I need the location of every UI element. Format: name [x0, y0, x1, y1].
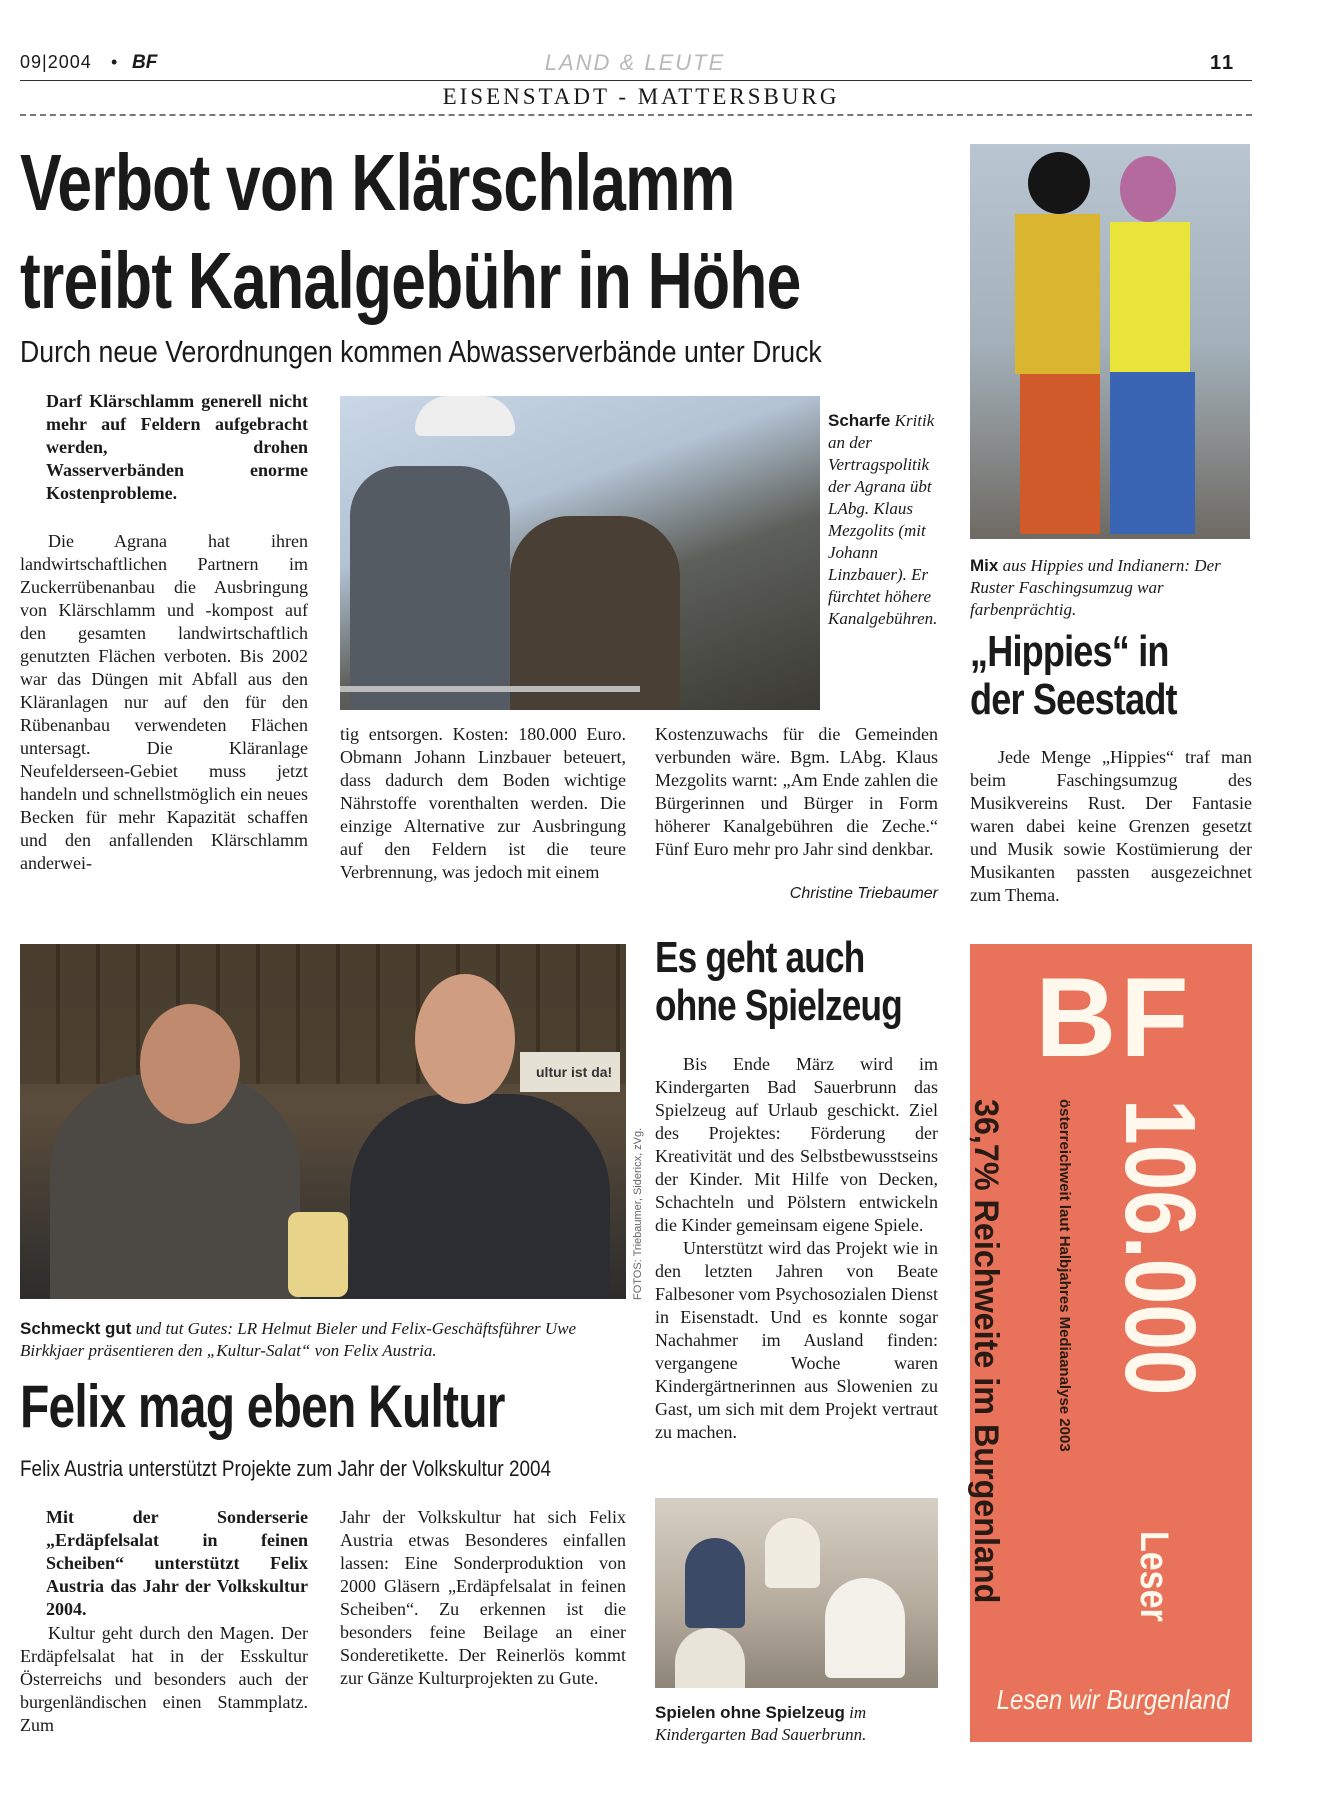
photo-jar	[288, 1212, 348, 1297]
spielzeug-body	[655, 1053, 938, 1444]
ad-readers-number: 106.000	[1104, 1099, 1216, 1396]
photo-man-right	[350, 1094, 610, 1299]
main-column-1: Die Agrana hat ihren landwirtschaftlichen Partnern im Zuckerrübenanbau die Ausbringung von Klärschlamm und -kompost auf den gesamten landwirtschaftlich genutzten Flächen verboten. Bis 2002 war das Düngen mit Abfall aus den Kläranlagen nur auf den für den Rübenanbau verwendeten Flächen untersagt. Die Kläranlage Neufelderseen-Gebiet muss jetzt handeln und schnellstmöglich ein neues Becken für mehr Kapazität schaffen und den anfallenden Klärschlamm anderwei-	[20, 531, 308, 873]
photo-man-left	[350, 466, 510, 710]
page-number: 11	[1210, 52, 1236, 74]
main-author: Christine Triebaumer	[789, 885, 938, 902]
photo-railing	[340, 686, 640, 692]
photo-man-right-face	[415, 974, 515, 1104]
felix-subheadline: Felix Austria unterstützt Projekte zum Jahr der Volkskultur 2004	[20, 1456, 552, 1481]
main-column-3: Kostenzuwachs für die Gemeinden verbunden wäre. Bgm. LAbg. Klaus Mezgolits warnt: „Am Ende zahlen die Bürgerinnen und Bürger in Form höherer Kanalgebühren die Zeche.“ Fünf Euro mehr pro Jahr sind denkbar.	[655, 724, 938, 859]
paper-logo: BF	[132, 52, 158, 73]
ad-logo: BF	[1035, 955, 1193, 1080]
issue-date: 09|2004	[20, 52, 92, 72]
photo-hippie-right-pants	[1110, 372, 1195, 534]
felix-photo-caption-text: und tut Gutes: LR Helmut Bieler und Felix-Geschäftsführer Uwe Birkkjaer präsentieren den „Kultur-Salat“ von Felix Austria.	[20, 1319, 577, 1360]
main-headline-line2: treibt Kanalgebühr in Höhe	[20, 236, 801, 325]
hippies-headline-line1: „Hippies“ in	[970, 627, 1169, 676]
felix-photo-credit: FOTOS: Triebaumer, Sidericx, zVg.	[632, 1127, 644, 1300]
photo-child-3	[825, 1578, 905, 1678]
main-column-2: tig entsorgen. Kosten: 180.000 Euro. Obmann Johann Linzbauer beteuert, dass dadurch dem Boden wichtige Nährstoffe vorenthalten werden. Die einzige Alternative zur Ausbringung auf den Feldern ist die teure Verbrennung, was jedoch mit einem	[340, 724, 626, 882]
bf-readership-ad	[967, 944, 1252, 1742]
photo-hippie-left-pants	[1020, 374, 1100, 534]
section-title: LAND & LEUTE	[544, 50, 726, 75]
felix-photo-caption	[20, 1318, 630, 1362]
bullet-separator: •	[111, 52, 118, 72]
hippies-caption	[970, 555, 1252, 621]
header-dash-line	[20, 114, 1252, 116]
hippies-headline-line2: der Seestadt	[970, 675, 1177, 724]
main-headline-line1: Verbot von Klärschlamm	[20, 138, 735, 227]
photo-child-1	[685, 1538, 745, 1628]
photo-hippie-right-body	[1110, 222, 1190, 372]
main-photo-caption	[828, 410, 936, 630]
spielzeug-paragraph-2: Unterstützt wird das Projekt wie in den letzten Jahren von Beate Falbesoner vom Psychosozialen Dienst in Eisenstadt. Und es konnte sogar Nachahmer im Ausland finden: vergangene Woche waren Kindergärtnerinnen aus Slowenien zu Gast, um sich mit dem Projekt vertraut zu machen.	[655, 1238, 938, 1442]
ad-readers-word: Leser	[1132, 1531, 1176, 1622]
spielzeug-paragraph-1: Bis Ende März wird im Kindergarten Bad Sauerbrunn das Spielzeug auf Urlaub geschickt. Ziel des Projektes: Förderung der Kreativität und des Selbstbewusstseins der Kinder. Mit Hilfe von Decken, Schachteln und Pölstern entwickeln die Kinder gemeinsam eigene Spiele.	[655, 1054, 938, 1235]
ad-slogan: Lesen wir Burgenland	[996, 1684, 1230, 1715]
spielzeug-headline-line1: Es geht auch	[655, 933, 865, 982]
kindergarten-caption-text: im Kindergarten Bad Sauerbrunn.	[655, 1703, 867, 1744]
region-title: EISENSTADT - MATTERSBURG	[442, 84, 840, 109]
kindergarten-caption	[655, 1702, 938, 1746]
photo-sign: ultur ist da!	[520, 1052, 620, 1092]
photo-cap	[415, 396, 515, 436]
main-photo-caption-bold: Scharfe	[828, 411, 891, 430]
main-photo-caption-text: Kritik an der Vertragspolitik der Agrana übt LAbg. Klaus Mezgolits (mit Johann Linzbauer). Er fürchtet höhere Kanalgebühren.	[828, 411, 938, 628]
photo-child-2	[765, 1518, 820, 1588]
ad-source: österreichweit laut Halbjahres Mediaanalyse 2003	[1056, 1099, 1073, 1452]
main-subheadline: Durch neue Verordnungen kommen Abwasserverbände unter Druck	[20, 334, 822, 369]
header-rule	[20, 80, 1252, 81]
kindergarten-caption-bold: Spielen ohne Spielzeug	[655, 1703, 845, 1722]
hippies-caption-bold: Mix	[970, 556, 999, 575]
felix-lead: Mit der Sonderserie „Erdäpfelsalat in feinen Scheiben“ unterstützt Felix Austria das Jahr der Volkskultur 2004.	[46, 1507, 308, 1619]
photo-hippie-left-body	[1015, 214, 1100, 374]
photo-felix-kultur-salat	[20, 944, 626, 1299]
photo-hippie-right-hair	[1120, 156, 1176, 222]
spielzeug-headline-line2: ohne Spielzeug	[655, 981, 902, 1030]
photo-man-right	[510, 516, 680, 710]
felix-photo-caption-bold: Schmeckt gut	[20, 1319, 132, 1338]
felix-column-2: Jahr der Volkskultur hat sich Felix Austria etwas Besonderes einfallen lassen: Eine Sonderproduktion von 2000 Gläsern „Erdäpfelsalat in feinen Scheiben“. Zu erkennen ist die besonders feine Beilage an einer Sonderetikette. Der Reinerlös kommt zur Gänze Kulturprojekten zu Gute.	[340, 1507, 626, 1688]
ad-reach: 36,7% Reichweite im Burgenland	[967, 1099, 1005, 1604]
photo-man-left-face	[140, 1004, 240, 1124]
photo-hippies	[970, 144, 1250, 539]
photo-hippie-left-hair	[1028, 152, 1090, 214]
felix-headline: Felix mag eben Kultur	[20, 1373, 505, 1440]
photo-kindergarten	[655, 1498, 938, 1688]
hippies-body: Jede Menge „Hippies“ traf man beim Faschingsumzug des Musikvereins Rust. Der Fantasie waren dabei keine Grenzen gesetzt und Musik sowie Kostümierung der Musikanten passten ausgezeichnet zum Thema.	[970, 747, 1252, 905]
photo-agrana-critique	[340, 396, 820, 710]
main-lead: Darf Klärschlamm generell nicht mehr auf Feldern aufgebracht werden, drohen Wasserverbänden enorme Kostenprobleme.	[46, 391, 308, 503]
photo-child-4	[675, 1628, 745, 1688]
hippies-caption-text: aus Hippies und Indianern: Der Ruster Faschingsumzug war farbenprächtig.	[970, 556, 1221, 619]
ad-rotated-block	[967, 1099, 1252, 1649]
felix-column-1: Kultur geht durch den Magen. Der Erdäpfelsalat hat in der Esskultur Österreichs und besonders auch der burgenländischen einen Stammplatz. Zum	[20, 1623, 308, 1735]
